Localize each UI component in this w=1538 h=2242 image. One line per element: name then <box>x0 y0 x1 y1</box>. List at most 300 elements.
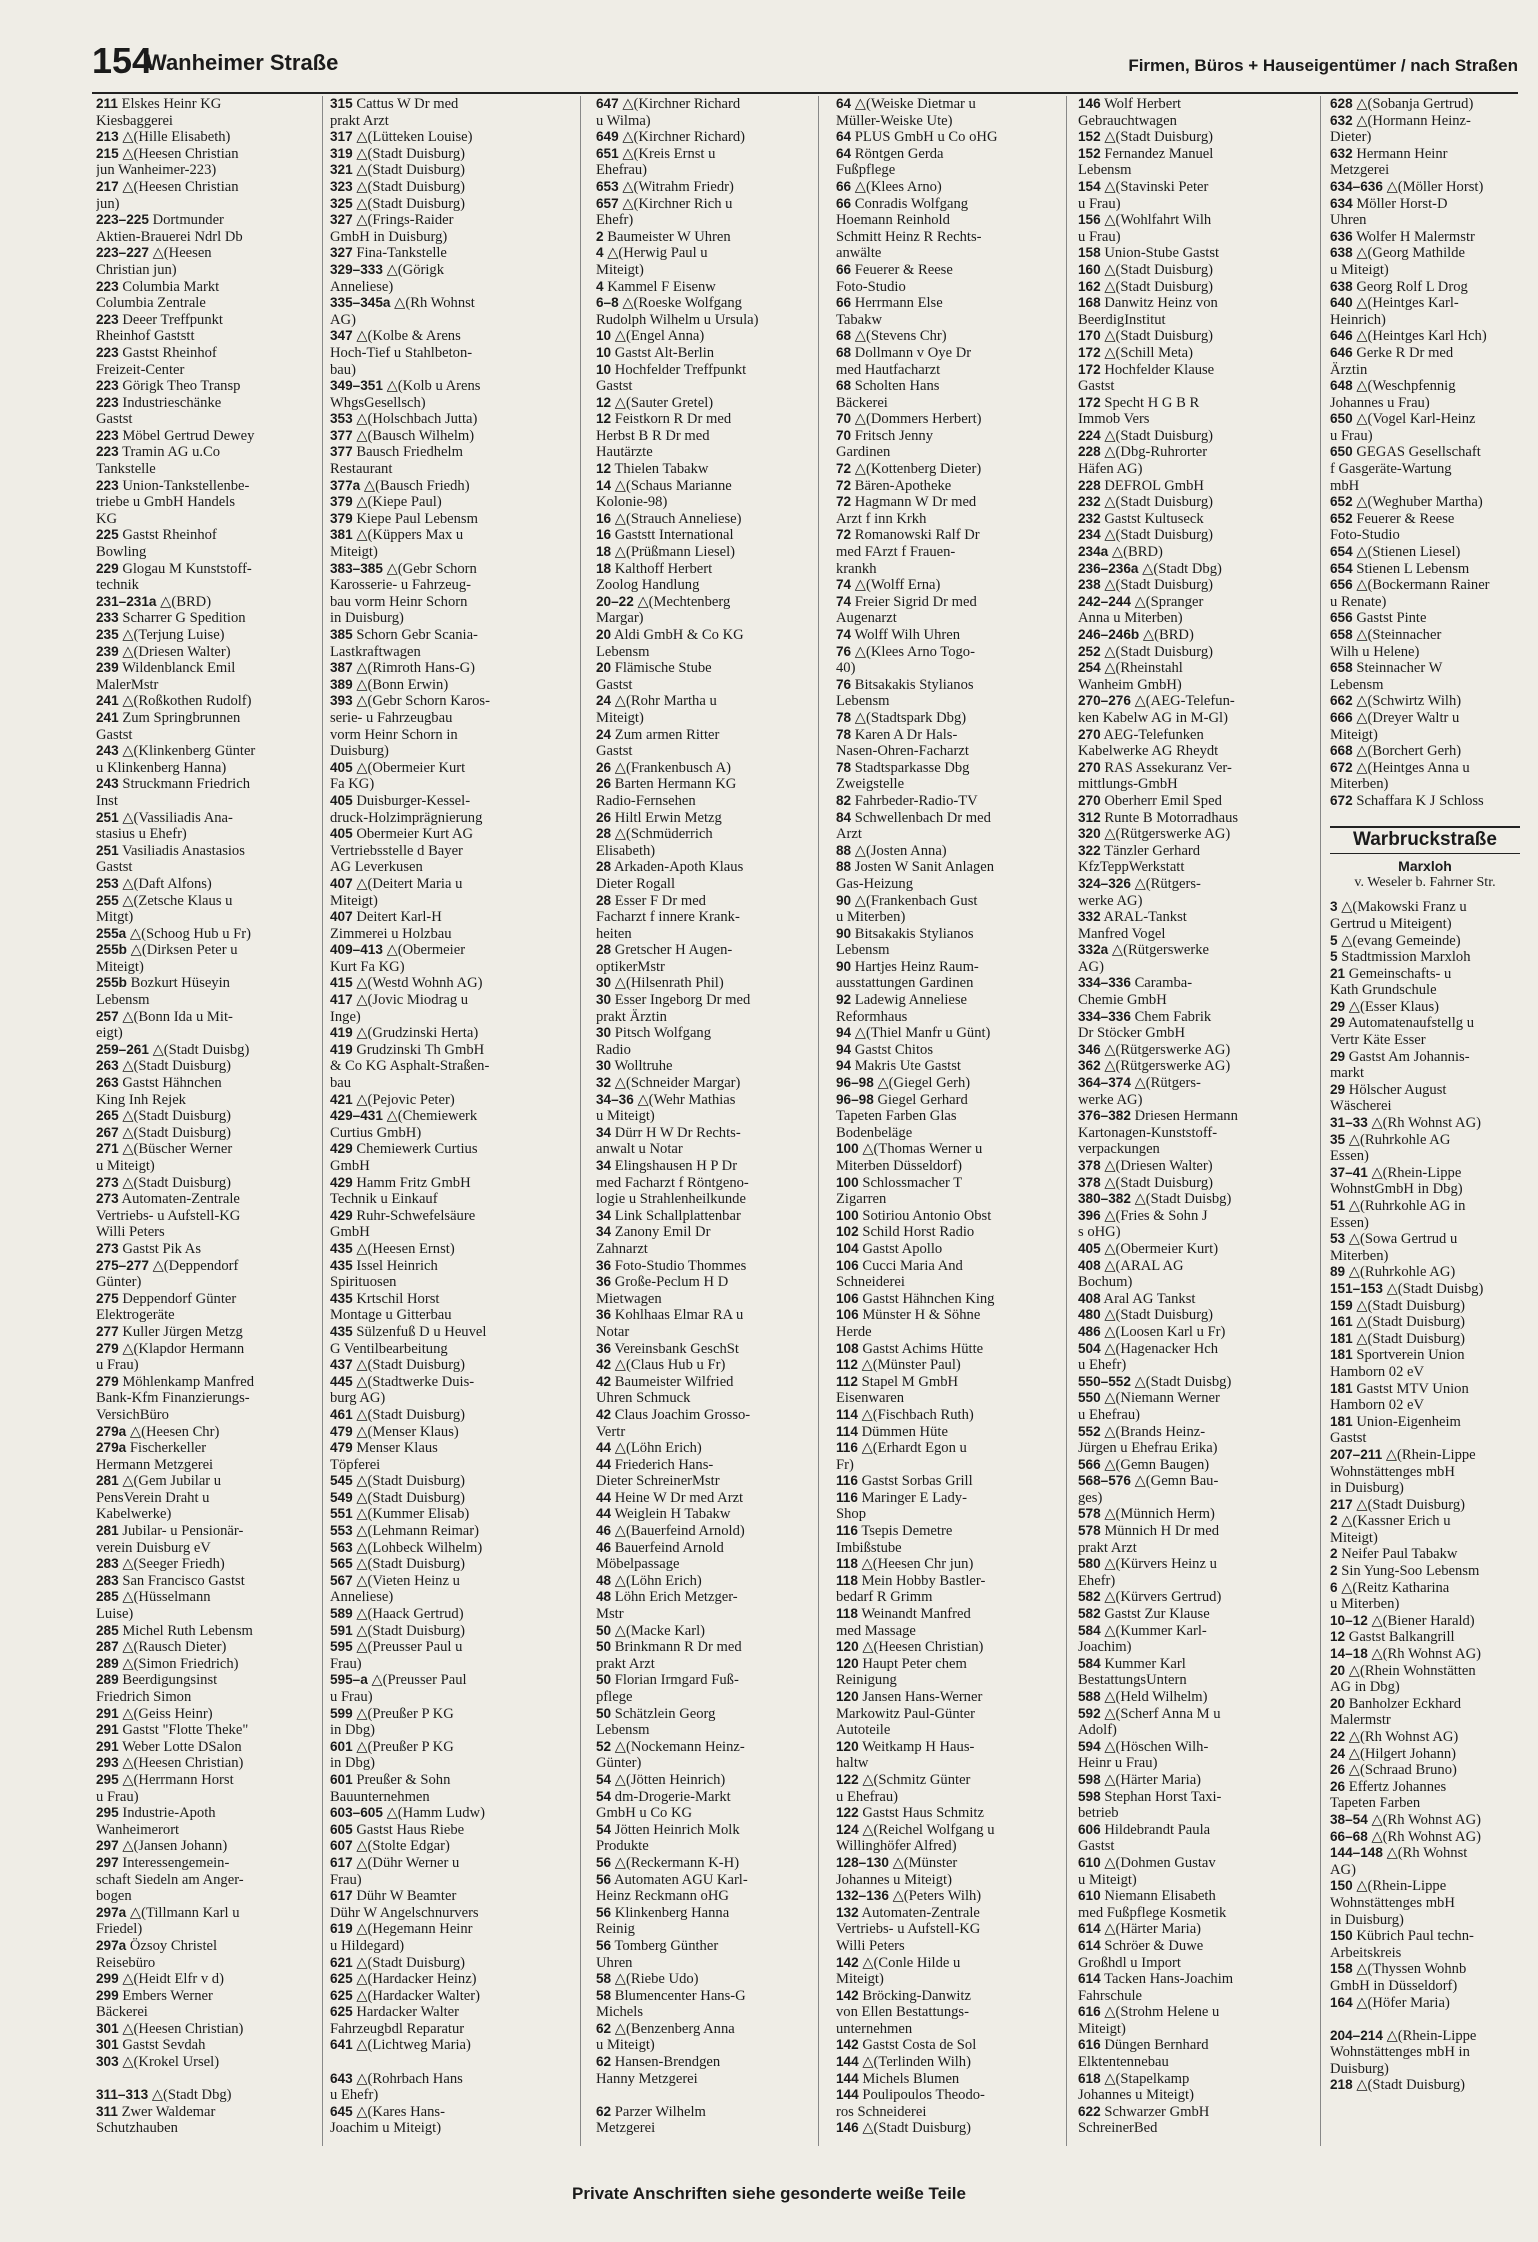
directory-entry: AG Leverkusen <box>330 859 423 876</box>
directory-entry: 12 Thielen Tabakw <box>596 461 709 478</box>
directory-entry: Vertr Käte Esser <box>1330 1032 1426 1049</box>
directory-entry: Willinghöfer Alfred) <box>836 1838 957 1855</box>
directory-entry: Ärztin <box>1330 361 1368 378</box>
directory-entry: 643 △(Rohrbach Hans <box>330 2070 463 2087</box>
directory-entry: 279 Möhlenkamp Manfred <box>96 1373 255 1390</box>
directory-entry: SchreinerBed <box>1078 2120 1158 2137</box>
directory-entry: 251 △(Vassiliadis Ana- <box>96 809 233 826</box>
directory-entry: 108 Gastst Achims Hütte <box>836 1340 984 1357</box>
directory-entry: 34 Link Schallplattenbar <box>596 1207 741 1224</box>
directory-entry: 324–326 △(Rütgers- <box>1078 875 1201 892</box>
directory-entry: u Klinkenberg Hanna) <box>96 759 227 776</box>
directory-entry: med Hautfacharzt <box>836 361 941 378</box>
directory-entry: 207–211 △(Rhein-Lippe <box>1330 1446 1476 1463</box>
directory-entry: 211 Elskes Heinr KG <box>96 96 222 112</box>
directory-entry: 215 △(Heesen Christian <box>96 145 239 162</box>
directory-entry: Restaurant <box>330 461 393 478</box>
directory-entry: Anneliese) <box>330 278 394 295</box>
directory-entry: 295 △(Herrmann Horst <box>96 1771 234 1788</box>
directory-entry: Bowling <box>96 544 147 561</box>
directory-entry: 632 Hermann Heinr <box>1330 145 1448 162</box>
directory-entry: 34 Dürr H W Dr Rechts- <box>596 1124 741 1141</box>
directory-entry: in Duisburg) <box>1330 1911 1404 1928</box>
directory-entry: 181 Gastst MTV Union <box>1330 1380 1469 1397</box>
directory-entry: 379 △(Kiepe Paul) <box>330 494 442 511</box>
directory-entry: Lebensm <box>836 942 890 959</box>
directory-entry: Jürgen u Ehefrau Erika) <box>1078 1440 1218 1457</box>
directory-entry: 550 △(Niemann Werner <box>1078 1390 1220 1407</box>
directory-entry: 265 △(Stadt Duisburg) <box>96 1108 231 1125</box>
directory-entry: Günter) <box>96 1274 142 1291</box>
directory-entry: 297 Interessengemein- <box>96 1854 230 1871</box>
directory-entry: 353 △(Holschbach Jutta) <box>330 411 478 428</box>
directory-entry: 295 Industrie-Apoth <box>96 1805 216 1822</box>
directory-entry: Vertriebs- u Aufstell-KG <box>836 1921 981 1938</box>
directory-entry: 666 △(Dreyer Waltr u <box>1330 709 1460 726</box>
directory-entry: 383–385 △(Gebr Schorn <box>330 560 477 577</box>
directory-entry: 28 △(Schmüderrich <box>596 826 713 843</box>
directory-entry: in Dbg) <box>330 1722 375 1739</box>
directory-entry: Häfen AG) <box>1078 461 1143 478</box>
directory-entry: u Ehefrau) <box>836 1788 898 1805</box>
directory-entry: 150 △(Rhein-Lippe <box>1330 1878 1447 1895</box>
directory-entry: Shop <box>836 1506 867 1523</box>
directory-entry: Miteigt) <box>1330 726 1378 743</box>
directory-entry: 617 △(Dühr Werner u <box>330 1854 460 1871</box>
directory-entry: 259–261 △(Stadt Duisbg) <box>96 1041 250 1058</box>
directory-entry: MalerMstr <box>96 676 159 693</box>
directory-entry: Inge) <box>330 1008 361 1025</box>
directory-entry: logie u Strahlenheilkunde <box>596 1191 746 1208</box>
directory-entry: 429 Chemiewerk Curtius <box>330 1141 478 1158</box>
directory-entry: Christian jun) <box>96 261 177 278</box>
directory-entry: 486 △(Loosen Karl u Fr) <box>1078 1323 1226 1340</box>
directory-entry: 104 Gastst Apollo <box>836 1240 943 1257</box>
column-divider <box>322 96 323 2146</box>
directory-entry: 116 Maringer E Lady- <box>836 1489 967 1506</box>
directory-entry: 54 △(Jötten Heinrich) <box>596 1771 726 1788</box>
directory-entry: Rudolph Wilhelm u Ursula) <box>596 311 759 328</box>
directory-entry: betrieb <box>1078 1805 1119 1822</box>
directory-entry: 50 Brinkmann R Dr med <box>596 1639 742 1656</box>
directory-entry: 379 Kiepe Paul Lebensm <box>330 510 478 527</box>
directory-entry: prakt Arzt <box>596 1655 655 1672</box>
directory-entry: 435 Issel Heinrich <box>330 1257 438 1274</box>
directory-entry: 435 Sülzenfuß D u Heuvel <box>330 1323 487 1340</box>
directory-entry: Gastst <box>596 378 633 395</box>
directory-entry: 617 Dühr W Beamter <box>330 1888 457 1905</box>
directory-entry: 30 △(Hilsenrath Phil) <box>596 975 724 992</box>
directory-entry: 120 △(Heesen Christian) <box>836 1639 984 1656</box>
directory-entry: 656 Gastst Pinte <box>1330 610 1427 627</box>
directory-entry: 243 Struckmann Friedrich <box>96 776 251 793</box>
directory-entry: 26 Effertz Johannes <box>1330 1778 1447 1795</box>
directory-entry <box>1330 2011 1520 2028</box>
directory-entry: 90 Hartjes Heinz Raum- <box>836 958 979 975</box>
directory-entry: 18 Kalthoff Herbert <box>596 560 713 577</box>
directory-entry: 242–244 △(Spranger <box>1078 593 1204 610</box>
directory-entry: 461 △(Stadt Duisburg) <box>330 1406 465 1423</box>
directory-entry: 12 Gastst Balkangrill <box>1330 1629 1455 1646</box>
directory-entry: 78 Karen A Dr Hals- <box>836 726 958 743</box>
directory-entry: 279a Fischerkeller <box>96 1440 207 1457</box>
directory-entry: 419 △(Grudzinski Herta) <box>330 1025 479 1042</box>
directory-entry: Tankstelle <box>96 461 156 478</box>
directory-entry: Curtius GmbH) <box>330 1124 422 1141</box>
directory-entry: 30 Pitsch Wolfgang <box>596 1025 712 1042</box>
directory-entry: 24 △(Hilgert Johann) <box>1330 1745 1457 1762</box>
directory-entry: 20–22 △(Mechtenberg <box>596 593 731 610</box>
directory-entry: Radio <box>596 1041 631 1058</box>
directory-entry: 291 Weber Lotte DSalon <box>96 1738 242 1755</box>
directory-entry: Gastst <box>596 676 633 693</box>
directory-entry: 28 Gretscher H Augen- <box>596 942 733 959</box>
directory-entry: Ehefr) <box>1078 1572 1116 1589</box>
directory-entry: 4 △(Herwig Paul u <box>596 245 708 262</box>
directory-entry: Fahrschule <box>1078 1987 1143 2004</box>
directory-entry: verein Duisburg eV <box>96 1539 211 1556</box>
directory-entry: 48 △(Löhn Erich) <box>596 1572 702 1589</box>
directory-entry: GmbH in Duisburg) <box>330 228 448 245</box>
directory-entry: 181 Union-Eigenheim <box>1330 1413 1461 1430</box>
directory-entry: Miterben) <box>1330 1247 1389 1264</box>
directory-entry: 36 Foto-Studio Thommes <box>596 1257 747 1274</box>
directory-entry: 116 Gastst Sorbas Grill <box>836 1473 973 1490</box>
directory-entry: prakt Arzt <box>1078 1539 1137 1556</box>
directory-entry: BeerdigInstitut <box>1078 311 1166 328</box>
directory-entry: Hamborn 02 eV <box>1330 1397 1425 1414</box>
directory-entry: Luise) <box>96 1606 134 1623</box>
directory-entry: KG <box>96 510 118 527</box>
directory-entry: Miteigt) <box>1078 2020 1126 2037</box>
directory-entry: 349–351 △(Kolb u Arens <box>330 378 481 395</box>
directory-entry: Hautärzte <box>596 444 653 461</box>
directory-entry: 88 Josten W Sanit Anlagen <box>836 859 995 876</box>
directory-entry: 51 △(Ruhrkohle AG in <box>1330 1198 1466 1214</box>
directory-entry: 584 △(Kummer Karl- <box>1078 1622 1207 1639</box>
directory-entry: 647 △(Kirchner Richard <box>596 96 741 112</box>
directory-entry: 551 △(Kummer Elisab) <box>330 1506 470 1523</box>
directory-entry: 122 Gastst Haus Schmitz <box>836 1805 984 1822</box>
directory-entry: 128–130 △(Münster <box>836 1854 958 1871</box>
directory-entry: u Frau) <box>1078 228 1121 245</box>
directory-entry: Vertr <box>596 1423 626 1440</box>
directory-entry: Reinig <box>596 1921 635 1938</box>
directory-entry: 2 Baumeister W Uhren <box>596 228 731 245</box>
directory-entry: 658 △(Steinnacher <box>1330 627 1442 643</box>
directory-entry: f Gasgeräte-Wartung <box>1330 461 1452 478</box>
directory-entry: 181 Sportverein Union <box>1330 1347 1465 1364</box>
directory-entry: PensVerein Draht u <box>96 1489 210 1506</box>
directory-entry: 592 △(Scherf Anna M u <box>1078 1705 1221 1722</box>
directory-entry: 646 Gerke R Dr med <box>1330 344 1454 361</box>
directory-entry: Müller-Weiske Ute) <box>836 112 953 129</box>
directory-entry: 58 Blumencenter Hans-G <box>596 1987 746 2004</box>
directory-entry: & Co KG Asphalt-Straßen- <box>330 1058 490 1075</box>
directory-entry: 234a △(BRD) <box>1078 544 1163 561</box>
directory-entry: AG) <box>1330 1861 1356 1878</box>
directory-entry: 144 △(Terlinden Wilh) <box>836 2054 971 2071</box>
directory-entry: Gertrud u Miteigent) <box>1330 915 1452 932</box>
directory-entry: 106 Gastst Hähnchen King <box>836 1290 995 1307</box>
directory-entry: Miteigt) <box>1330 1529 1378 1546</box>
directory-entry: Lebensm <box>596 1722 650 1739</box>
directory-entry: 641 △(Lichtweg Maria) <box>330 2037 471 2054</box>
directory-entry: 24 Zum armen Ritter <box>596 726 720 743</box>
directory-entry: 387 △(Rimroth Hans-G) <box>330 660 475 677</box>
directory-entry: Ehefr) <box>596 212 634 229</box>
directory-entry: 74 Freier Sigrid Dr med <box>836 593 977 610</box>
directory-entry: u Miteigt) <box>1330 261 1389 278</box>
directory-entry: 232 Gastst Kultuseck <box>1078 510 1204 527</box>
directory-entry <box>330 2054 548 2071</box>
directory-entry: 281 △(Gem Jubilar u <box>96 1473 222 1490</box>
directory-entry: 281 Jubilar- u Pensionär- <box>96 1523 244 1540</box>
directory-entry: Frau) <box>330 1871 362 1888</box>
directory-entry: 312 Runte B Motorradhaus <box>1078 809 1239 826</box>
directory-entry: Vertriebs- u Aufstell-KG <box>96 1207 241 1224</box>
directory-entry: 68 Dollmann v Oye Dr <box>836 344 972 361</box>
directory-entry: 380–382 △(Stadt Duisbg) <box>1078 1191 1232 1208</box>
directory-entry: 66 Feuerer & Reese <box>836 261 953 278</box>
directory-entry: 114 Dümmen Hüte <box>836 1423 948 1440</box>
directory-entry: 14–18 △(Rh Wohnst AG) <box>1330 1646 1481 1663</box>
directory-entry: Bank-Kfm Finanzierungs- <box>96 1390 250 1407</box>
directory-entry: 504 △(Hagenacker Hch <box>1078 1340 1219 1357</box>
directory-entry: Willi Peters <box>836 1937 905 1954</box>
directory-entry: 634 Möller Horst-D <box>1330 195 1448 212</box>
directory-entry: ausstattungen Gardinen <box>836 975 974 992</box>
directory-entry: 120 Jansen Hans-Werner <box>836 1689 983 1705</box>
directory-entry: stasius u Ehefr) <box>96 826 187 843</box>
district-name: Marxloh <box>1398 858 1452 875</box>
directory-entry: 381 △(Küppers Max u <box>330 527 464 544</box>
directory-entry: 407 △(Deitert Maria u <box>330 875 463 892</box>
directory-entry: 553 △(Lehmann Reimar) <box>330 1523 479 1540</box>
directory-entry: 181 △(Stadt Duisburg) <box>1330 1330 1465 1347</box>
directory-entry: Hoch-Tief u Stahlbeton- <box>330 344 473 361</box>
directory-entry: 70 Fritsch Jenny <box>836 427 934 444</box>
directory-entry: prakt Ärztin <box>596 1008 667 1025</box>
directory-entry: bau <box>330 1075 352 1092</box>
directory-entry: 239 Wildenblanck Emil <box>96 660 236 677</box>
directory-entry: u Miteigt) <box>1078 1871 1137 1888</box>
directory-entry: 255b △(Dirksen Peter u <box>96 942 238 959</box>
directory-entry: 217 △(Heesen Christian <box>96 178 239 195</box>
directory-entry: 223 Görigk Theo Transp <box>96 378 241 395</box>
directory-entry: Heinz Reckmann oHG <box>596 1888 729 1905</box>
directory-entry: 34 Elingshausen H P Dr <box>596 1158 738 1174</box>
directory-entry: 56 Klinkenberg Hanna <box>596 1904 730 1921</box>
directory-entry: 100 Schlossmacher T <box>836 1174 963 1191</box>
directory-entry: 323 △(Stadt Duisburg) <box>330 178 465 195</box>
directory-entry: 168 Danwitz Heinz von <box>1078 295 1218 312</box>
directory-entry: werke AG) <box>1078 892 1143 909</box>
directory-entry: 24 △(Rohr Martha u <box>596 693 717 710</box>
directory-entry: Lebensm <box>96 992 150 1009</box>
directory-entry: 273 △(Stadt Duisburg) <box>96 1174 231 1191</box>
directory-entry: eigt) <box>96 1025 123 1042</box>
directory-entry: Duisburg) <box>1330 2060 1389 2077</box>
directory-entry: 253 △(Daft Alfons) <box>96 875 212 892</box>
directory-entry: 622 Schwarzer GmbH <box>1078 2103 1210 2120</box>
directory-entry: 52 △(Nockemann Heinz- <box>596 1738 745 1755</box>
directory-entry: 625 Hardacker Walter <box>330 2004 460 2021</box>
directory-entry: 32 △(Schneider Margar) <box>596 1075 741 1092</box>
directory-entry: 378 △(Driesen Walter) <box>1078 1158 1213 1174</box>
directory-entry: 653 △(Witrahm Friedr) <box>596 178 734 195</box>
directory-entry: 76 △(Klees Arno Togo- <box>836 643 975 660</box>
directory-entry: Miterben Düsseldorf) <box>836 1158 963 1174</box>
directory-entry: Lebensm <box>836 693 890 710</box>
directory-entry: Kath Grundschule <box>1330 982 1437 999</box>
directory-entry: 102 Schild Horst Radio <box>836 1224 975 1241</box>
directory-entry: 640 △(Heintges Karl- <box>1330 295 1459 312</box>
directory-entry: 594 △(Höschen Wilh- <box>1078 1738 1209 1755</box>
directory-entry: 30 Wolltruhe <box>596 1058 673 1075</box>
directory-entry: 56 △(Reckermann K-H) <box>596 1854 740 1871</box>
column-divider <box>1320 96 1321 2146</box>
directory-entry: 393 △(Gebr Schorn Karos- <box>330 693 490 710</box>
directory-entry: 146 △(Stadt Duisburg) <box>836 2120 971 2137</box>
directory-entry: 21 Gemeinschafts- u <box>1330 965 1452 982</box>
directory-entry: 231–231a △(BRD) <box>96 593 212 610</box>
directory-entry: druck-Holzimprägnierung <box>330 809 483 826</box>
directory-entry: 96–98 Giegel Gerhard <box>836 1091 968 1108</box>
directory-entry: 36 Große-Peclum H D <box>596 1274 729 1291</box>
directory-entry: 142 △(Conle Hilde u <box>836 1954 961 1971</box>
directory-entry: 297a △(Tillmann Karl u <box>96 1904 240 1921</box>
directory-entry: 2 Sin Yung-Soo Lebensm <box>1330 1563 1480 1580</box>
directory-entry: 72 △(Kottenberg Dieter) <box>836 461 982 478</box>
column-6-entries <box>1330 96 1520 810</box>
directory-entry: anwalt u Notar <box>596 1141 683 1158</box>
directory-entry: 235 △(Terjung Luise) <box>96 627 225 643</box>
directory-entry: 10 Hochfelder Treffpunkt <box>596 361 747 378</box>
directory-entry: Frau) <box>330 1655 362 1672</box>
directory-entry: Autoteile <box>836 1722 891 1739</box>
directory-entry: 405 Obermeier Kurt AG <box>330 826 474 843</box>
directory-entry: Gebrauchtwagen <box>1078 112 1177 129</box>
directory-entry: Bäckerei <box>836 394 888 411</box>
directory-entry: 417 △(Jovic Miodrag u <box>330 992 469 1009</box>
directory-entry: 315 Cattus W Dr med <box>330 96 459 112</box>
directory-entry: 74 △(Wolff Erna) <box>836 577 941 594</box>
directory-entry: 332a △(Rütgerswerke <box>1078 942 1210 959</box>
directory-entry: 217 △(Stadt Duisburg) <box>1330 1496 1465 1513</box>
directory-entry: Uhren <box>596 1954 633 1971</box>
directory-entry: Großhdl u Import <box>1078 1954 1181 1971</box>
column-4 <box>836 96 1054 2156</box>
directory-entry: Gastst <box>96 411 133 428</box>
directory-entry: 563 △(Lohbeck Wilhelm) <box>330 1539 483 1556</box>
directory-entry: 142 Gastst Costa de Sol <box>836 2037 977 2054</box>
directory-entry: Metzgerei <box>1330 162 1390 179</box>
directory-entry: Spirituosen <box>330 1274 397 1291</box>
directory-entry: Radio-Fernsehen <box>596 792 696 809</box>
page-number: 154 <box>92 40 153 81</box>
directory-entry: in Duisburg) <box>1330 1480 1404 1497</box>
directory-entry: Augenarzt <box>836 610 897 627</box>
directory-entry: 645 △(Kares Hans- <box>330 2103 445 2120</box>
directory-entry: 62 Hansen-Brendgen <box>596 2054 721 2071</box>
directory-entry: 377a △(Bausch Friedh) <box>330 477 470 494</box>
directory-entry: Aktien-Brauerei Ndrl Db <box>96 228 243 245</box>
directory-entry: 252 △(Stadt Duisburg) <box>1078 643 1213 660</box>
directory-entry: 16 △(Strauch Anneliese) <box>596 510 742 527</box>
directory-entry: Friedrich Simon <box>96 1689 192 1705</box>
directory-entry: 297a Özsoy Christel <box>96 1937 218 1954</box>
directory-entry: 335–345a △(Rh Wohnst <box>330 295 475 312</box>
directory-entry: Michels <box>596 2004 644 2021</box>
directory-entry: 364–374 △(Rütgers- <box>1078 1075 1201 1092</box>
directory-entry: mbH <box>1330 477 1360 494</box>
directory-entry: med Fußpflege Kosmetik <box>1078 1904 1227 1921</box>
directory-entry: 82 Fahrbeder-Radio-TV <box>836 792 978 809</box>
directory-entry: 317 △(Lütteken Louise) <box>330 129 473 146</box>
directory-entry: 204–214 △(Rhein-Lippe <box>1330 2027 1477 2044</box>
directory-entry: 42 Baumeister Wilfried <box>596 1373 734 1390</box>
directory-entry: 322 Tänzler Gerhard <box>1078 842 1201 859</box>
directory-entry: 84 Schwellenbach Dr med <box>836 809 991 826</box>
directory-entry: 321 △(Stadt Duisburg) <box>330 162 465 179</box>
directory-entry: Montage u Gitterbau <box>330 1307 452 1324</box>
directory-entry: jun Wanheimer-223) <box>96 162 217 179</box>
directory-entry: 124 △(Reichel Wolfgang u <box>836 1821 995 1838</box>
directory-entry: Gastst <box>596 743 633 760</box>
directory-entry: 251 Vasiliadis Anastasios <box>96 842 245 859</box>
directory-entry: Fa KG) <box>330 776 375 793</box>
directory-entry: vorm Heinr Schorn in <box>330 726 458 743</box>
directory-entry: 270 AEG-Telefunken <box>1078 726 1204 743</box>
directory-entry: Adolf) <box>1078 1722 1117 1739</box>
directory-entry: Reisebüro <box>96 1954 156 1971</box>
directory-entry: 582 Gastst Zur Klause <box>1078 1606 1210 1623</box>
directory-entry: Dieter) <box>1330 129 1372 146</box>
section-title: Firmen, Büros + Hauseigentümer / nach Straßen <box>1128 56 1518 75</box>
directory-entry: 415 △(Westd Wohnh AG) <box>330 975 483 992</box>
directory-entry: Kolonie-98) <box>596 494 668 511</box>
directory-entry: 311 Zwer Waldemar <box>96 2103 216 2120</box>
directory-entry: 275 Deppendorf Günter <box>96 1290 237 1307</box>
directory-entry: 223 Industrieschänke <box>96 394 222 411</box>
directory-entry: 334–336 Chem Fabrik <box>1078 1008 1212 1025</box>
directory-entry: 287 △(Rausch Dieter) <box>96 1639 227 1656</box>
directory-entry: 610 Niemann Elisabeth <box>1078 1888 1216 1905</box>
directory-entry: Töpferei <box>330 1456 381 1473</box>
directory-entry: 22 △(Rh Wohnst AG) <box>1330 1729 1459 1745</box>
column-divider <box>580 96 581 2146</box>
directory-entry: u Ehefrau) <box>1078 1406 1140 1423</box>
directory-entry: 657 △(Kirchner Rich u <box>596 195 733 212</box>
directory-entry: Johannes u Miteigt) <box>1078 2087 1194 2104</box>
directory-entry: 234 △(Stadt Duisburg) <box>1078 527 1213 544</box>
directory-entry: 229 Glogau M Kunststoff- <box>96 560 252 577</box>
directory-entry: Vertriebsstelle d Bayer <box>330 842 463 859</box>
directory-entry: Miteigt) <box>596 709 644 726</box>
directory-entry: Zahnarzt <box>596 1240 648 1257</box>
directory-entry: GmbH u Co KG <box>596 1805 693 1822</box>
directory-entry: bau vorm Heinr Schorn <box>330 593 468 610</box>
directory-entry: 72 Hagmann W Dr med <box>836 494 977 511</box>
directory-entry: 156 △(Wohlfahrt Wilh <box>1078 212 1212 229</box>
directory-entry: Wilh u Helene) <box>1330 643 1420 660</box>
directory-entry: 35 △(Ruhrkohle AG <box>1330 1131 1451 1148</box>
directory-entry: 549 △(Stadt Duisburg) <box>330 1489 465 1506</box>
directory-entry: 283 San Francisco Gastst <box>96 1572 245 1589</box>
directory-entry: GmbH in Düsseldorf) <box>1330 1977 1458 1994</box>
directory-entry: unternehmen <box>836 2020 913 2037</box>
